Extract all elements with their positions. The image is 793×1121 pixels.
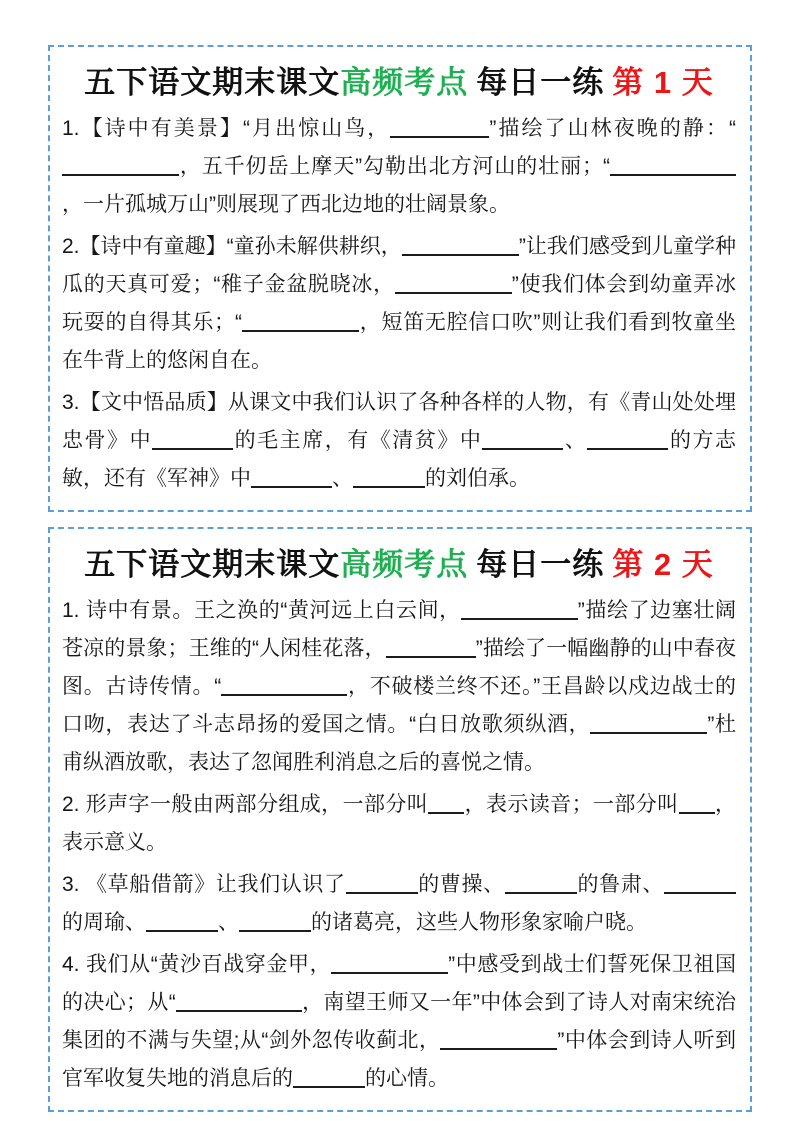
practice-box-day1 (48, 45, 752, 512)
practice-box-day2 (48, 527, 752, 1112)
section-title-day2 (62, 539, 736, 584)
answer-blank (590, 712, 707, 734)
answer-blank (587, 428, 668, 450)
title-prefix: 五下语文期末课文 (84, 547, 341, 582)
title-day-badge: 第 1 天 (612, 65, 714, 100)
answer-blank (402, 234, 519, 256)
answer-blank (293, 1066, 365, 1088)
section-title-day1 (62, 57, 736, 102)
answer-blank (221, 674, 347, 696)
question-paragraph: 1.【诗中有美景】“月出惊山鸟， ”描绘了山林夜晚的静：“，五千仞岳上摩天”勾勒出北方河山的壮丽；“，一片孤城万山”则展现了西北边地的壮阔景象。 (62, 117, 736, 216)
question-paragraph: 1. 诗中有景。王之涣的“黄河远上白云间， ”描绘了边塞壮阔苍凉的景象；王维的“人闲桂花落， ”描绘了一幅幽静的山中春夜图。古诗传情。“ ，不破楼兰终不还。”王昌龄以戍边战士的口吻，表达了斗志昂扬的爱国之情。“白日放歌须纵酒， ”杜甫纵酒放歌，表达了忽闻胜利消息之后的喜悦之情。 (62, 599, 736, 774)
answer-blank (62, 154, 179, 176)
answer-blank (390, 116, 489, 138)
answer-blank (346, 872, 418, 894)
title-middle: 每日一练 (476, 547, 605, 582)
question-paragraph: 3. 《草船借箭》让我们认识了 的曹操、 的鲁肃、的周瑜、 、 的诸葛亮，这些人物形象家喻户晓。 (62, 866, 736, 942)
question-paragraph: 2. 形声字一般由两部分组成，一部分叫 ，表示读音；一部分叫 ，表示意义。 (62, 793, 736, 854)
answer-blank (239, 910, 311, 932)
answer-blank (152, 428, 233, 450)
answer-blank (482, 428, 563, 450)
title-highlight: 高频考点 (340, 65, 469, 100)
question-paragraph: 2.【诗中有童趣】“童孙未解供耕织， ”让我们感受到儿童学种瓜的天真可爱；“稚子金盆脱晓冰， ”使我们体会到幼童弄冰玩耍的自得其乐；“ ，短笛无腔信口吹”则让我们看到牧童坐在牛背上的悠闲自在。 (62, 235, 736, 372)
answer-blank (395, 272, 512, 294)
answer-blank (428, 792, 464, 814)
answer-blank (251, 466, 332, 488)
title-day-badge: 第 2 天 (612, 547, 714, 582)
answer-blank (176, 990, 302, 1012)
answer-blank (386, 636, 476, 658)
answer-blank (242, 310, 359, 332)
answer-blank (679, 792, 715, 814)
answer-blank (353, 466, 425, 488)
answer-blank (505, 872, 577, 894)
answer-blank (440, 1028, 557, 1050)
title-highlight: 高频考点 (340, 547, 469, 582)
answer-blank (664, 872, 736, 894)
title-prefix: 五下语文期末课文 (84, 65, 341, 100)
question-paragraph: 4. 我们从“黄沙百战穿金甲， ”中感受到战士们誓死保卫祖国的决心；从“ ，南望王师又一年”中体会到了诗人对南宋统治集团的不满与失望;从“剑外忽传收蓟北， ”中体会到诗人听到官军收复失地的消息后的 的心情。 (62, 953, 737, 1090)
answer-blank (461, 598, 578, 620)
title-middle: 每日一练 (476, 65, 605, 100)
question-paragraph: 3.【文中悟品质】从课文中我们认识了各种各样的人物，有《青山处处埋忠骨》中 的毛主席，有《清贫》中 、 的方志敏，还有《军神》中 、 的刘伯承。 (62, 391, 737, 490)
answer-blank (331, 952, 448, 974)
answer-blank (146, 910, 218, 932)
answer-blank (610, 154, 736, 176)
